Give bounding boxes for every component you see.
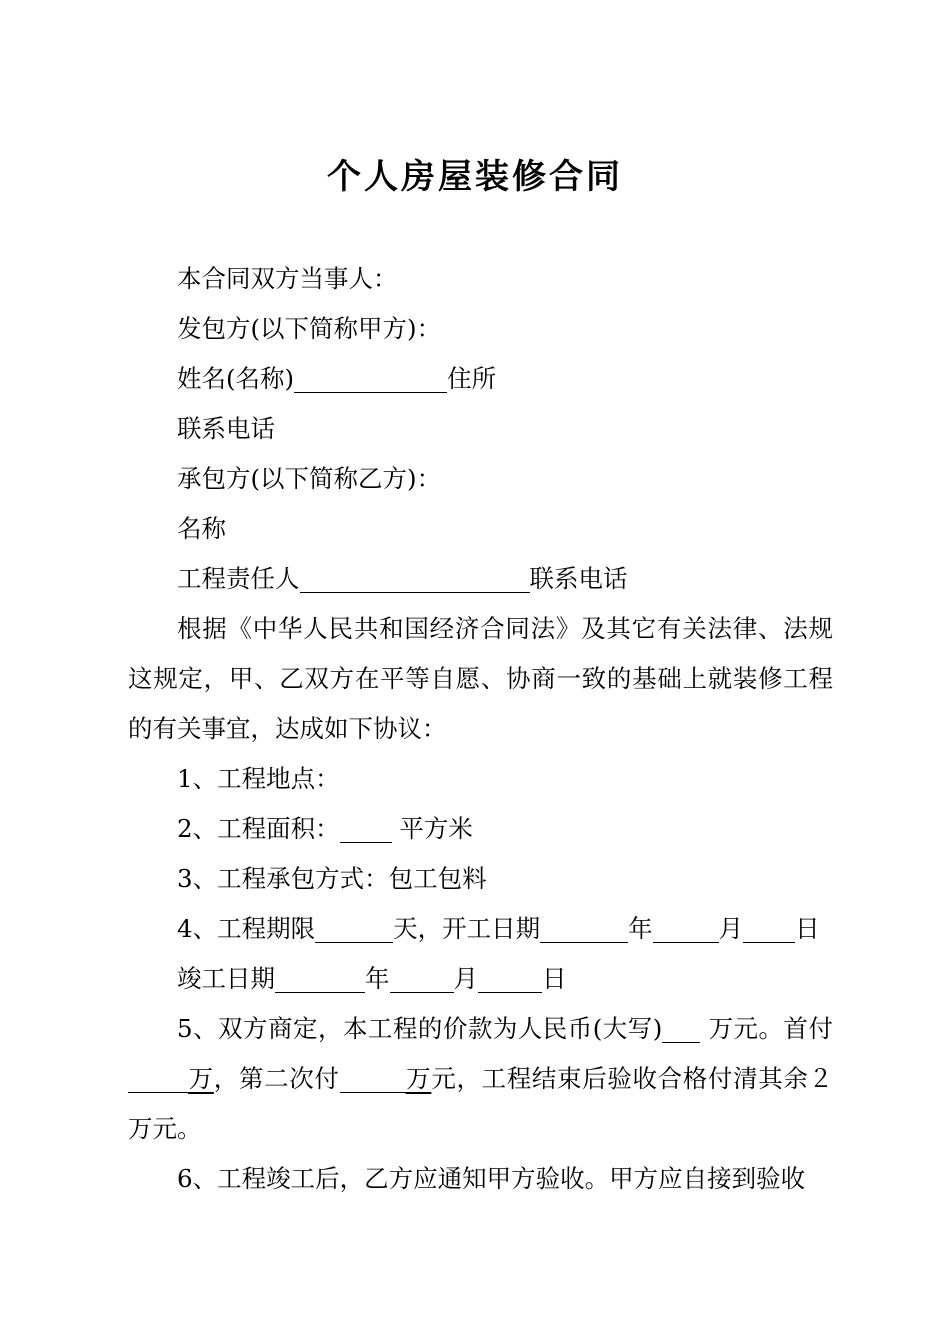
contract-title: 个人房屋装修合同 — [327, 157, 623, 197]
contract-body — [128, 254, 833, 1204]
duration-blank — [315, 912, 393, 943]
party-a-name-line — [128, 354, 833, 404]
clause-1: 1、工程地点： — [177, 764, 340, 793]
completion-date-label: 竣工日期 — [177, 964, 275, 993]
parties-intro: 本合同双方当事人： — [177, 264, 398, 293]
start-month-blank — [653, 912, 719, 943]
first-payment-unit: 万 — [188, 1064, 214, 1093]
party-b-phone-label: 联系电话 — [529, 564, 628, 593]
second-payment-text: ，第二次付 — [213, 1064, 340, 1093]
start-day-label: 日 — [795, 914, 820, 943]
start-year-label: 年 — [628, 914, 653, 943]
clause-5-remainder: 元，工程结束后验收合格付清其余２万元。 — [128, 1064, 834, 1143]
clause-5-price-text: 5、双方商定，本工程的价款为人民币(大写) — [177, 1014, 663, 1043]
party-a-address-label: 住所 — [447, 364, 497, 393]
preamble-paragraph: 根据《中华人民共和国经济合同法》及其它有关法律、法规这规定，甲、乙双方在平等自愿、协商一致的基础上就装修工程的有关事宜，达成如下协议： — [128, 614, 833, 743]
completion-day-blank — [478, 962, 542, 993]
clause-4-label: 4、工程期限 — [177, 914, 316, 943]
second-payment-blank — [340, 1062, 406, 1093]
clause-2-label: 2、工程面积： — [177, 814, 340, 843]
price-blank — [662, 1012, 700, 1043]
clause-2 — [128, 804, 833, 854]
clause-5-first-payment-text: 万元。首付 — [700, 1014, 833, 1043]
start-day-blank — [743, 912, 795, 943]
completion-month-blank — [390, 962, 454, 993]
party-b-name-line: 名称 — [177, 514, 226, 543]
clause-3: 3、工程承包方式：包工包料 — [177, 864, 487, 893]
clause-2-unit: 平方米 — [391, 814, 473, 843]
completion-date-line — [128, 954, 833, 1004]
completion-year-blank — [275, 962, 365, 993]
party-a-name-label: 姓名(名称) — [177, 364, 295, 393]
completion-day-label: 日 — [542, 964, 567, 993]
clause-5 — [128, 1004, 833, 1154]
start-year-blank — [540, 912, 628, 943]
clause-4 — [128, 904, 833, 954]
area-blank — [340, 812, 392, 843]
first-payment-blank — [128, 1062, 188, 1093]
party-a-name-blank — [294, 362, 447, 393]
party-b-manager-line — [128, 554, 833, 604]
start-month-label: 月 — [718, 914, 744, 943]
party-a-phone-line: 联系电话 — [177, 414, 275, 443]
party-b-manager-blank — [300, 562, 530, 593]
clause-6: 6、工程竣工后，乙方应通知甲方验收。甲方应自接到验收 — [177, 1164, 806, 1193]
completion-year-label: 年 — [365, 964, 390, 993]
start-date-label: 天，开工日期 — [393, 914, 541, 943]
completion-month-label: 月 — [453, 964, 478, 993]
party-b-manager-label: 工程责任人 — [177, 564, 300, 593]
party-a-heading: 发包方(以下简称甲方)： — [177, 314, 442, 343]
party-b-heading: 承包方(以下简称乙方)： — [177, 464, 442, 493]
second-payment-unit: 万 — [405, 1064, 432, 1093]
